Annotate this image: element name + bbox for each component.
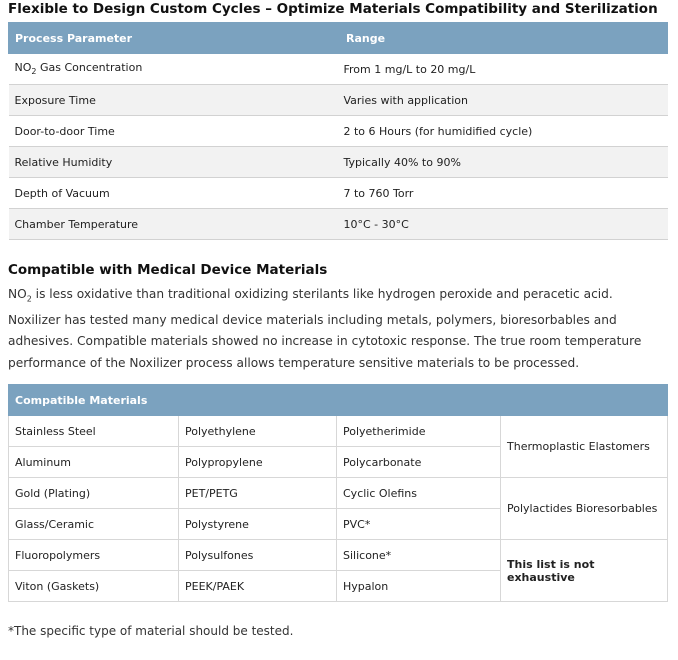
table-row [9, 178, 668, 209]
table-row [9, 147, 668, 178]
material-cell: Cyclic Olefins [337, 478, 501, 509]
range-cell: 10°C - 30°C [340, 209, 668, 240]
material-cell: Gold (Plating) [9, 478, 179, 509]
material-cell: Polycarbonate [337, 447, 501, 478]
material-cell: Polysulfones [179, 540, 337, 571]
table-header-row [9, 385, 668, 416]
material-cell: Fluoropolymers [9, 540, 179, 571]
table-row [9, 54, 668, 85]
material-group-cell: Thermoplastic Elastomers [501, 416, 668, 478]
page-title: Flexible to Design Custom Cycles – Optimize Materials Compatibility and Sterilization [8, 1, 658, 17]
not-exhaustive-note: This list is not exhaustive [501, 540, 668, 602]
range-cell: Varies with application [340, 85, 668, 116]
material-cell: Hypalon [337, 571, 501, 602]
table-header-row [9, 23, 668, 54]
range-cell: 7 to 760 Torr [340, 178, 668, 209]
header-compatible-materials: Compatible Materials [9, 385, 668, 416]
material-cell: Polyethylene [179, 416, 337, 447]
param-cell: Door-to-door Time [9, 116, 340, 147]
table-row [9, 416, 668, 447]
param-cell [9, 54, 340, 85]
header-range: Range [340, 23, 668, 54]
table-row [9, 85, 668, 116]
material-cell: PEEK/PAEK [179, 571, 337, 602]
para-text: is less oxidative than traditional oxidizing sterilants like hydrogen peroxide and peracetic acid. Noxilizer has tested many medical device materials including metals, polymers, bioresorbables and adhesives. Compatible materials showed no increase in cytotoxic response. The true room temperature performance of the Noxilizer process allows temperature sensitive materials to be processed. [8, 287, 642, 370]
range-cell: From 1 mg/L to 20 mg/L [340, 54, 668, 85]
table-row [9, 116, 668, 147]
param-prefix: NO [14, 61, 32, 75]
table-row [9, 478, 668, 509]
range-cell: Typically 40% to 90% [340, 147, 668, 178]
header-process-parameter: Process Parameter [9, 23, 340, 54]
material-cell: Polypropylene [179, 447, 337, 478]
param-suffix: Gas Concentration [36, 61, 143, 75]
material-cell: Aluminum [9, 447, 179, 478]
material-cell: Polyetherimide [337, 416, 501, 447]
material-cell: Viton (Gaskets) [9, 571, 179, 602]
section-paragraph [8, 284, 668, 374]
table-row [9, 540, 668, 571]
param-cell: Depth of Vacuum [9, 178, 340, 209]
material-cell: Glass/Ceramic [9, 509, 179, 540]
para-prefix: NO [8, 287, 27, 301]
material-cell: Stainless Steel [9, 416, 179, 447]
process-parameters-table [8, 22, 668, 240]
material-cell: Silicone* [337, 540, 501, 571]
para-subscript: 2 [26, 294, 32, 304]
material-cell: Polystyrene [179, 509, 337, 540]
param-cell: Exposure Time [9, 85, 340, 116]
param-subscript: 2 [31, 67, 37, 77]
material-cell: PVC* [337, 509, 501, 540]
material-group-cell: Polylactides Bioresorbables [501, 478, 668, 540]
table-row [9, 209, 668, 240]
footnote: *The specific type of material should be tested. [8, 624, 294, 638]
range-cell: 2 to 6 Hours (for humidified cycle) [340, 116, 668, 147]
compatible-materials-table [8, 384, 668, 602]
param-cell: Relative Humidity [9, 147, 340, 178]
material-cell: PET/PETG [179, 478, 337, 509]
section-title: Compatible with Medical Device Materials [8, 262, 328, 278]
param-cell: Chamber Temperature [9, 209, 340, 240]
